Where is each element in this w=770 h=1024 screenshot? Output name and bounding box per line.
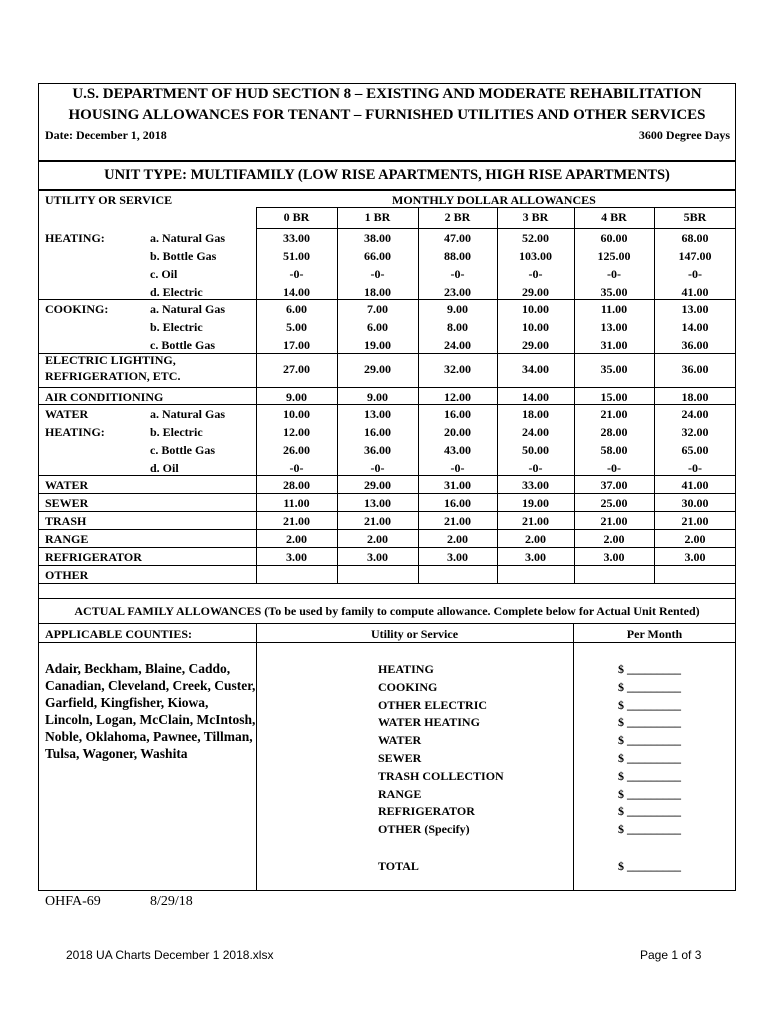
divider [38,189,736,191]
allowance-value: 6.00 [286,302,307,316]
service-amount-field[interactable]: $ _________ [618,662,681,676]
row-rule [38,493,256,494]
allowance-value: 28.00 [283,478,310,492]
row-rule [38,299,256,300]
allowance-value: 9.00 [447,302,468,316]
row-subcategory: d. Electric [150,285,203,299]
allowance-value: 12.00 [283,425,310,439]
allowance-value: 21.00 [444,514,471,528]
allowance-value: 8.00 [447,320,468,334]
service-label: SEWER [378,751,422,765]
allowance-value: -0- [450,461,465,475]
allowance-value: 65.00 [681,443,709,457]
allowance-value: 2.00 [603,532,625,546]
row-category: WATER [45,407,89,421]
row-rule [38,511,256,512]
allowance-value: 29.00 [522,338,549,352]
allowance-value: 6.00 [367,320,388,334]
allowance-value: 36.00 [364,443,391,457]
allowance-value: 3.00 [286,550,307,564]
total-amount-field[interactable]: $ _________ [618,859,681,873]
allowance-value: 3.00 [367,550,388,564]
allowance-value: 24.00 [444,338,471,352]
allowance-value: -0- [528,461,543,475]
county-line: Noble, Oklahoma, Pawnee, Tillman, [45,729,253,744]
allowance-value: 147.00 [678,249,712,263]
row-category: TRASH [45,514,87,528]
service-label: TRASH COLLECTION [378,768,504,783]
allowance-value: 34.00 [522,362,549,376]
allowance-value: 38.00 [364,231,391,245]
allowance-value: 3.00 [447,550,468,564]
allowance-value: 41.00 [681,478,709,492]
allowance-value: 3.00 [684,550,706,564]
allowance-value: 5.00 [286,320,307,334]
allowance-value: 21.00 [364,514,391,528]
county-line: Tulsa, Wagoner, Washita [45,746,188,761]
allowance-value: 14.00 [522,390,549,404]
row-subcategory: a. Natural Gas [150,302,225,316]
service-amount-field[interactable]: $ _________ [618,715,681,730]
row-rule [38,529,256,530]
row-subcategory: c. Bottle Gas [150,443,215,457]
bedroom-header: 1 BR [364,210,391,224]
divider [38,642,736,643]
service-amount-field[interactable]: $ _________ [618,768,681,783]
row-category: COOKING: [45,302,109,316]
allowance-value: 24.00 [681,407,709,421]
allowance-value: -0- [370,267,385,281]
row-rule [256,547,736,548]
service-amount-field[interactable]: $ _________ [618,697,681,712]
allowance-value: 32.00 [681,425,709,439]
allowance-value: 32.00 [444,362,471,376]
allowance-value: 29.00 [364,478,391,492]
service-amount-field[interactable]: $ _________ [618,822,681,837]
row-rule [256,353,736,354]
row-category: HEATING: [45,425,105,439]
row-rule [256,529,736,530]
allowance-value: 21.00 [283,514,310,528]
bedroom-header: 0 BR [283,210,310,224]
allowance-value: 11.00 [600,302,628,316]
row-category: REFRIGERATOR [45,550,142,564]
allowance-value: 13.00 [681,302,709,316]
allowance-value: 18.00 [522,407,549,421]
row-category: RANGE [45,532,89,546]
allowance-value: 29.00 [364,362,391,376]
bedroom-header: 4 BR [601,210,627,224]
row-category: WATER [45,478,89,492]
form-id: OHFA-69 [45,894,101,909]
allowance-value: 31.00 [600,338,628,352]
allowance-value: 50.00 [522,443,549,457]
total-label: TOTAL [378,859,419,873]
row-rule [38,387,256,388]
page-number: Page 1 of 3 [640,948,702,962]
row-category: ELECTRIC LIGHTING, [45,353,176,367]
row-category: HEATING: [45,231,105,245]
allowance-value: 68.00 [681,231,709,245]
file-name: 2018 UA Charts December 1 2018.xlsx [66,948,274,962]
allowance-value: 11.00 [283,496,310,510]
allowances-column-header: MONTHLY DOLLAR ALLOWANCES [392,193,596,207]
allowance-value: 10.00 [283,407,310,421]
service-amount-field[interactable]: $ _________ [618,679,681,694]
allowance-value: 66.00 [364,249,391,263]
allowance-value: 7.00 [367,302,388,316]
service-label: HEATING [378,662,434,676]
allowance-value: 16.00 [364,425,391,439]
header-rule [256,207,736,208]
form-date: Date: December 1, 2018 [45,128,167,142]
divider [38,160,736,162]
row-subcategory: c. Oil [150,267,178,281]
service-amount-field[interactable]: $ _________ [618,786,681,801]
divider [38,623,736,624]
allowance-value: 14.00 [283,285,310,299]
allowance-value: 13.00 [364,407,391,421]
per-month-header: Per Month [626,627,683,641]
allowance-value: -0- [289,267,304,281]
row-category: AIR CONDITIONING [45,390,164,404]
allowance-value: -0- [688,461,702,475]
allowance-value: 33.00 [522,478,549,492]
form-revision-date: 8/29/18 [150,894,193,909]
allowance-value: 10.00 [522,320,549,334]
allowance-value: 24.00 [522,425,549,439]
row-rule [256,583,736,584]
service-amount-field[interactable]: $ _________ [618,733,681,748]
allowance-value: 21.00 [681,514,709,528]
allowance-value: -0- [289,461,304,475]
allowance-value: 52.00 [522,231,549,245]
allowance-value: 58.00 [600,443,628,457]
allowance-value: 103.00 [519,249,552,263]
row-rule [256,565,736,566]
actual-allowances-title: ACTUAL FAMILY ALLOWANCES (To be used by family to compute allowance. Complete below for Actual Unit Rented) [74,604,700,618]
allowance-value: 25.00 [600,496,628,510]
allowance-value: 35.00 [600,362,628,376]
allowance-value: 20.00 [444,425,471,439]
column-rule [573,623,574,891]
county-line: Garfield, Kingfisher, Kiowa, [45,695,209,710]
row-subcategory: a. Natural Gas [150,407,225,421]
allowance-value: 88.00 [444,249,471,263]
allowance-value: 14.00 [681,320,709,334]
row-rule [256,228,736,229]
allowance-value: 3.00 [603,550,625,564]
allowance-value: 2.00 [684,532,706,546]
allowance-value: 31.00 [444,478,471,492]
allowance-value: 35.00 [600,285,628,299]
utility-column-header: UTILITY OR SERVICE [45,193,173,207]
title-line-1: U.S. DEPARTMENT OF HUD SECTION 8 – EXISTING AND MODERATE REHABILITATION [72,86,702,102]
row-subcategory: b. Electric [150,425,203,439]
allowance-value: 21.00 [600,514,628,528]
row-rule [38,475,256,476]
row-category: SEWER [45,496,89,510]
allowance-value: 18.00 [681,390,709,404]
service-amount-field[interactable]: $ _________ [618,751,681,765]
row-subcategory: a. Natural Gas [150,231,225,245]
row-category: REFRIGERATION, ETC. [45,369,181,383]
allowance-value: 125.00 [597,249,631,263]
allowance-value: 43.00 [444,443,471,457]
allowance-value: 37.00 [600,478,628,492]
allowance-value: 26.00 [283,443,310,457]
row-rule [38,565,256,566]
allowance-value: 13.00 [600,320,628,334]
service-label: REFRIGERATOR [378,804,475,819]
allowance-value: 27.00 [283,362,310,376]
allowance-value: -0- [688,267,702,281]
service-label: OTHER (Specify) [378,822,470,837]
allowance-value: 33.00 [283,231,310,245]
service-label: OTHER ELECTRIC [378,697,488,712]
row-rule [256,493,736,494]
service-amount-field[interactable]: $ _________ [618,804,681,819]
degree-days: 3600 Degree Days [638,128,730,142]
allowance-value: 17.00 [283,338,310,352]
allowance-value: 47.00 [444,231,471,245]
service-label: RANGE [378,786,422,801]
allowance-value: -0- [607,267,621,281]
allowance-value: -0- [528,267,543,281]
row-subcategory: b. Bottle Gas [150,249,217,263]
allowance-value: 41.00 [681,285,709,299]
row-subcategory: b. Electric [150,320,203,334]
allowance-value: 21.00 [522,514,549,528]
allowance-value: 2.00 [367,532,388,546]
allowance-value: 19.00 [364,338,391,352]
allowance-value: 29.00 [522,285,549,299]
section-rule [38,598,736,599]
allowance-value: 13.00 [364,496,391,510]
service-label: COOKING [378,679,438,694]
unit-type-heading: UNIT TYPE: MULTIFAMILY (LOW RISE APARTMENTS, HIGH RISE APARTMENTS) [104,167,670,183]
row-rule [38,547,256,548]
allowance-value: 36.00 [681,338,709,352]
title-line-2: HOUSING ALLOWANCES FOR TENANT – FURNISHED UTILITIES AND OTHER SERVICES [68,107,706,123]
column-rule [256,623,257,891]
allowance-value: 15.00 [600,390,628,404]
allowance-value: 2.00 [525,532,546,546]
allowance-value: 36.00 [681,362,709,376]
allowance-value: -0- [450,267,465,281]
county-line: Lincoln, Logan, McClain, McIntosh, [45,712,256,727]
allowance-value: -0- [607,461,621,475]
service-label: WATER HEATING [378,715,480,730]
bedroom-header: 5BR [683,210,707,224]
allowance-value: 19.00 [522,496,549,510]
county-line: Canadian, Cleveland, Creek, Custer, [45,678,256,693]
allowance-value: 16.00 [444,407,471,421]
allowance-value: 30.00 [681,496,709,510]
allowance-value: 60.00 [600,231,628,245]
allowance-value: 28.00 [600,425,628,439]
row-rule [38,583,256,584]
county-line: Adair, Beckham, Blaine, Caddo, [45,661,231,676]
utility-service-header: Utility or Service [370,627,459,641]
allowance-value: 12.00 [444,390,471,404]
allowance-value: 23.00 [444,285,471,299]
service-label: WATER [378,733,422,748]
row-rule [256,511,736,512]
allowance-value: 16.00 [444,496,471,510]
allowance-value: 9.00 [367,390,388,404]
allowance-value: 18.00 [364,285,391,299]
allowance-value: 2.00 [286,532,307,546]
bedroom-header: 2 BR [444,210,471,224]
row-category: OTHER [45,568,89,582]
allowance-value: 10.00 [522,302,549,316]
allowance-value: 21.00 [600,407,628,421]
allowance-value: 51.00 [283,249,310,263]
allowance-value: 9.00 [286,390,307,404]
bedroom-header: 3 BR [522,210,549,224]
allowance-value: 2.00 [447,532,468,546]
row-rule [256,387,736,388]
counties-header: APPLICABLE COUNTIES: [45,627,193,641]
allowance-value: -0- [370,461,385,475]
row-subcategory: c. Bottle Gas [150,338,215,352]
row-subcategory: d. Oil [150,461,179,475]
allowance-value: 3.00 [525,550,546,564]
